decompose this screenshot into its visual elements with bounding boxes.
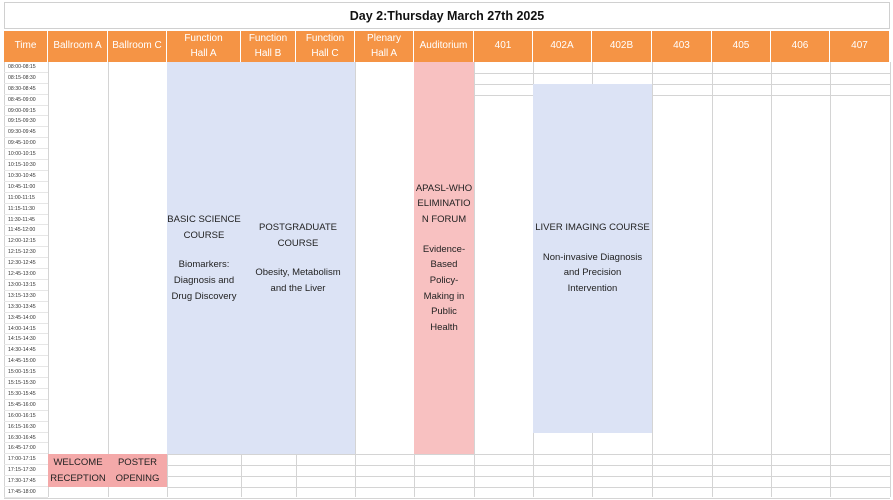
time-slot-label: 17:30-17:45 bbox=[4, 476, 48, 487]
time-slot-label: 13:45-14:00 bbox=[4, 313, 48, 324]
column-header-6: Plenary Hall A bbox=[355, 31, 414, 62]
time-slot-label: 12:45-13:00 bbox=[4, 269, 48, 280]
time-slot-label: 14:15-14:30 bbox=[4, 335, 48, 346]
time-slot-label: 14:00-14:15 bbox=[4, 324, 48, 335]
time-slot-label: 15:30-15:45 bbox=[4, 389, 48, 400]
grid-vline-2 bbox=[108, 62, 109, 497]
column-header-2: Ballroom C bbox=[108, 31, 167, 62]
apasl-who-elimination-forum-text: Based bbox=[430, 259, 458, 271]
grid-vline-8 bbox=[474, 62, 475, 497]
liver-imaging-course-text: Non-invasive Diagnosis bbox=[542, 251, 643, 263]
basic-science-course-text: Diagnosis and bbox=[173, 275, 235, 287]
time-slot-label: 10:30-10:45 bbox=[4, 171, 48, 182]
column-header-5: Function Hall C bbox=[296, 31, 355, 62]
time-slot-label: 17:15-17:30 bbox=[4, 465, 48, 476]
apasl-who-elimination-forum-text: N FORUM bbox=[421, 214, 467, 226]
time-slot-label: 15:00-15:15 bbox=[4, 367, 48, 378]
grid-vline-11 bbox=[652, 62, 653, 497]
postgraduate-course-text: POSTGRADUATE bbox=[259, 221, 337, 233]
column-header-11: 403 bbox=[652, 31, 712, 62]
grid-hline-bottom bbox=[167, 465, 890, 466]
apasl-who-elimination-forum-text: Policy- bbox=[429, 275, 459, 287]
basic-science-course-text: Drug Discovery bbox=[171, 290, 237, 302]
grid-vline-14 bbox=[830, 62, 831, 497]
column-header-10: 402B bbox=[592, 31, 652, 62]
time-slot-label: 08:30-08:45 bbox=[4, 84, 48, 95]
time-slot-label: 11:15-11:30 bbox=[4, 204, 48, 215]
time-slot-label: 10:45-11:00 bbox=[4, 182, 48, 193]
grid-hline-top bbox=[474, 73, 890, 74]
time-slot-label: 14:45-15:00 bbox=[4, 356, 48, 367]
basic-science-course-block[interactable] bbox=[167, 62, 241, 454]
poster-opening-text: POSTER bbox=[117, 456, 158, 468]
time-slot-label: 12:30-12:45 bbox=[4, 258, 48, 269]
liver-imaging-course-block[interactable] bbox=[533, 84, 652, 433]
time-slot-label: 09:00-09:15 bbox=[4, 106, 48, 117]
grid-hline-bottom bbox=[167, 476, 890, 477]
column-header-12: 405 bbox=[712, 31, 771, 62]
grid-vline-12 bbox=[712, 62, 713, 497]
grid-vline-15 bbox=[890, 62, 891, 497]
liver-imaging-course-text: LIVER IMAGING COURSE bbox=[535, 221, 650, 233]
grid-hline-bottom bbox=[167, 487, 890, 488]
time-slot-label: 15:15-15:30 bbox=[4, 378, 48, 389]
time-slot-label: 09:45-10:00 bbox=[4, 138, 48, 149]
time-slot-label: 14:30-14:45 bbox=[4, 345, 48, 356]
basic-science-course-text: Biomarkers: bbox=[178, 259, 230, 271]
time-slot-label: 11:45-12:00 bbox=[4, 226, 48, 237]
welcome-reception-block[interactable] bbox=[48, 454, 108, 487]
apasl-who-elimination-forum-text: Making in bbox=[423, 290, 465, 302]
postgraduate-course-text: COURSE bbox=[277, 237, 319, 249]
time-slot-label: 16:00-16:15 bbox=[4, 411, 48, 422]
column-header-1: Ballroom A bbox=[48, 31, 108, 62]
apasl-who-elimination-forum-text: Health bbox=[430, 322, 458, 334]
apasl-who-elimination-forum-text: ELIMINATIO bbox=[417, 198, 471, 210]
time-slot-label: 16:30-16:45 bbox=[4, 433, 48, 444]
time-slot-label: 17:45-18:00 bbox=[4, 487, 48, 498]
time-slot-label: 12:15-12:30 bbox=[4, 247, 48, 258]
time-slot-label: 08:15-08:30 bbox=[4, 73, 48, 84]
column-header-3: Function Hall A bbox=[167, 31, 241, 62]
time-slot-label: 13:15-13:30 bbox=[4, 291, 48, 302]
liver-imaging-course-text: Intervention bbox=[567, 282, 618, 294]
time-slot-label: 15:45-16:00 bbox=[4, 400, 48, 411]
grid-hline-end bbox=[4, 498, 890, 499]
time-slot-label: 13:00-13:15 bbox=[4, 280, 48, 291]
grid-vline-1 bbox=[48, 62, 49, 497]
time-slot-label: 10:00-10:15 bbox=[4, 149, 48, 160]
column-header-8: 401 bbox=[474, 31, 533, 62]
welcome-reception-text: WELCOME bbox=[53, 456, 103, 468]
apasl-who-elimination-forum-text: Evidence- bbox=[422, 243, 466, 255]
column-header-13: 406 bbox=[771, 31, 830, 62]
apasl-who-elimination-forum-text: Public bbox=[431, 306, 457, 318]
postgraduate-course-block[interactable] bbox=[241, 62, 355, 454]
column-header-0: Time bbox=[4, 31, 48, 62]
time-slot-label: 13:30-13:45 bbox=[4, 302, 48, 313]
column-header-4: Function Hall B bbox=[241, 31, 296, 62]
basic-science-course-text: BASIC SCIENCE bbox=[167, 214, 241, 226]
basic-science-course-text: COURSE bbox=[183, 229, 225, 241]
time-slot-label: 10:15-10:30 bbox=[4, 160, 48, 171]
poster-opening-block[interactable] bbox=[108, 454, 167, 487]
column-header-14: 407 bbox=[830, 31, 890, 62]
time-slot-label: 08:45-09:00 bbox=[4, 95, 48, 106]
postgraduate-course-text: Obesity, Metabolism bbox=[255, 267, 341, 279]
time-slot-label: 16:15-16:30 bbox=[4, 422, 48, 433]
poster-opening-text: OPENING bbox=[115, 472, 160, 484]
column-header-9: 402A bbox=[533, 31, 592, 62]
time-slot-label: 08:00-08:15 bbox=[4, 62, 48, 73]
liver-imaging-course-text: and Precision bbox=[563, 267, 622, 279]
time-slot-label: 09:30-09:45 bbox=[4, 127, 48, 138]
time-slot-label: 12:00-12:15 bbox=[4, 236, 48, 247]
apasl-who-elimination-forum-block[interactable] bbox=[414, 62, 474, 454]
time-slot-label: 09:15-09:30 bbox=[4, 117, 48, 128]
time-slot-label: 17:00-17:15 bbox=[4, 454, 48, 465]
time-slot-label: 11:30-11:45 bbox=[4, 215, 48, 226]
column-header-7: Auditorium bbox=[414, 31, 474, 62]
apasl-who-elimination-forum-text: APASL-WHO bbox=[415, 182, 473, 194]
schedule-title: Day 2:Thursday March 27th 2025 bbox=[4, 2, 890, 29]
grid-vline-13 bbox=[771, 62, 772, 497]
grid-hline-bottom bbox=[167, 454, 890, 455]
grid-vline-6 bbox=[355, 62, 356, 497]
postgraduate-course-text: and the Liver bbox=[270, 282, 326, 294]
welcome-reception-text: RECEPTION bbox=[50, 472, 106, 484]
time-slot-label: 11:00-11:15 bbox=[4, 193, 48, 204]
time-slot-label: 16:45-17:00 bbox=[4, 444, 48, 455]
